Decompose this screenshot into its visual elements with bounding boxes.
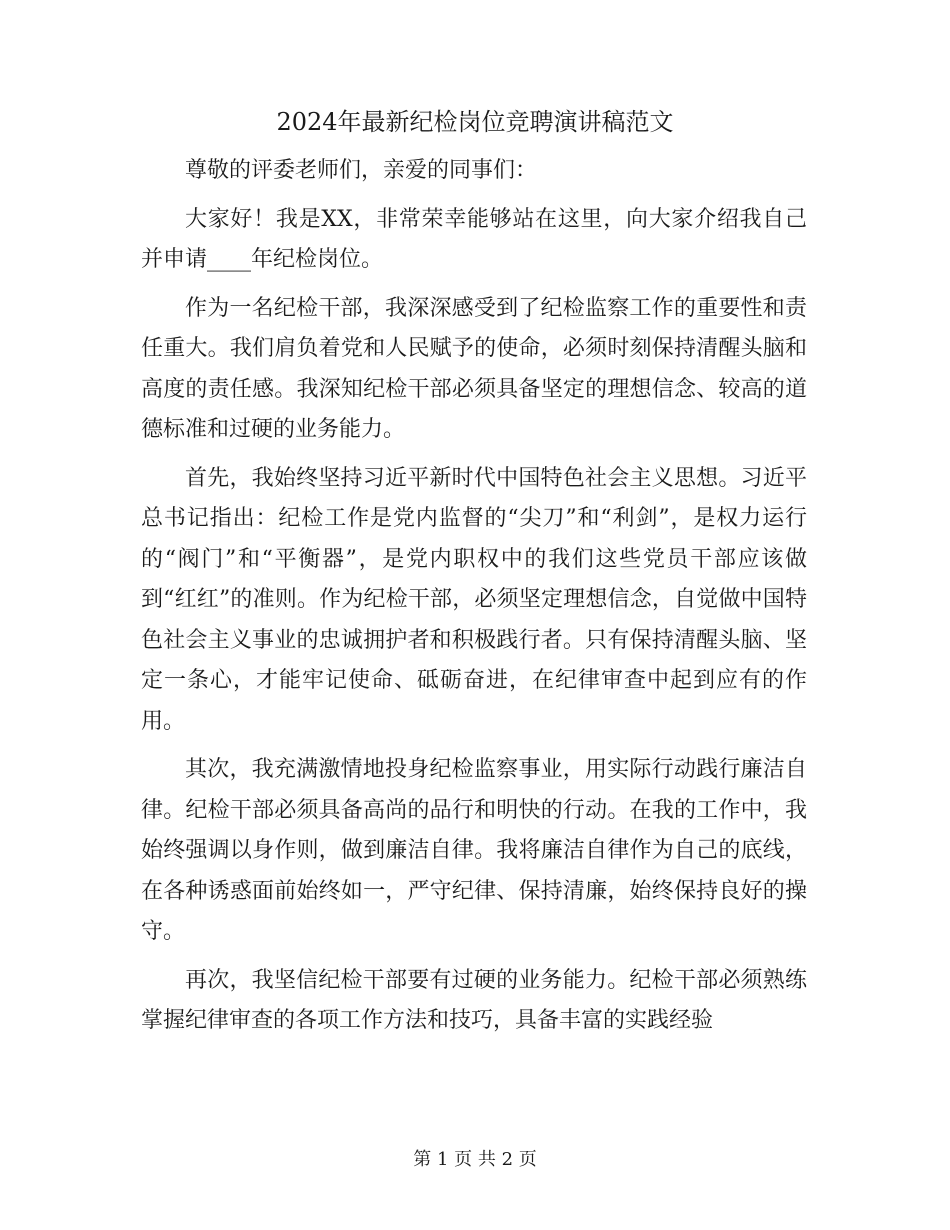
paragraph-second-point: 其次，我充满激情地投身纪检监察事业，用实际行动践行廉洁自律。纪检干部必须具备高尚的品行和明快的行动。在我的工作中，我始终强调以身作则，做到廉洁自律。我将廉洁自律作为自己的底线，在各种诱惑面前始终如一，严守纪律、保持清廉，始终保持良好的操守。 bbox=[141, 757, 807, 944]
document-body bbox=[141, 151, 807, 1050]
page-footer: 第 1 页 共 2 页 bbox=[413, 1149, 537, 1170]
paragraph-third-point: 再次，我坚信纪检干部要有过硬的业务能力。纪检干部必须熟练掌握纪律审查的各项工作方法和技巧，具备丰富的实践经验 bbox=[141, 967, 807, 1033]
paragraph-introduction: 大家好！我是XX，非常荣幸能够站在这里，向大家介绍我自己并申请____年纪检岗位。 bbox=[141, 206, 807, 272]
paragraph-first-point: 首先，我始终坚持习近平新时代中国特色社会主义思想。习近平总书记指出：纪检工作是党内监督的“尖刀”和“利剑”，是权力运行的“阀门”和“平衡器”，是党内职权中的我们这些党员干部应该做到“红红”的准则。作为纪检干部，必须坚定理想信念，自觉做中国特色社会主义事业的忠诚拥护者和积极践行者。只有保持清醒头脑、坚定一条心，才能牢记使命、砥砺奋进，在纪律审查中起到应有的作用。 bbox=[141, 465, 807, 734]
paragraph-salutation: 尊敬的评委老师们，亲爱的同事们： bbox=[185, 158, 538, 183]
document-title: 2024年最新纪检岗位竞聘演讲稿范文 bbox=[276, 108, 674, 136]
paragraph-responsibility: 作为一名纪检干部，我深深感受到了纪检监察工作的重要性和责任重大。我们肩负着党和人民赋予的使命，必须时刻保持清醒头脑和高度的责任感。我深知纪检干部必须具备坚定的理想信念、较高的道德标准和过硬的业务能力。 bbox=[141, 295, 807, 442]
